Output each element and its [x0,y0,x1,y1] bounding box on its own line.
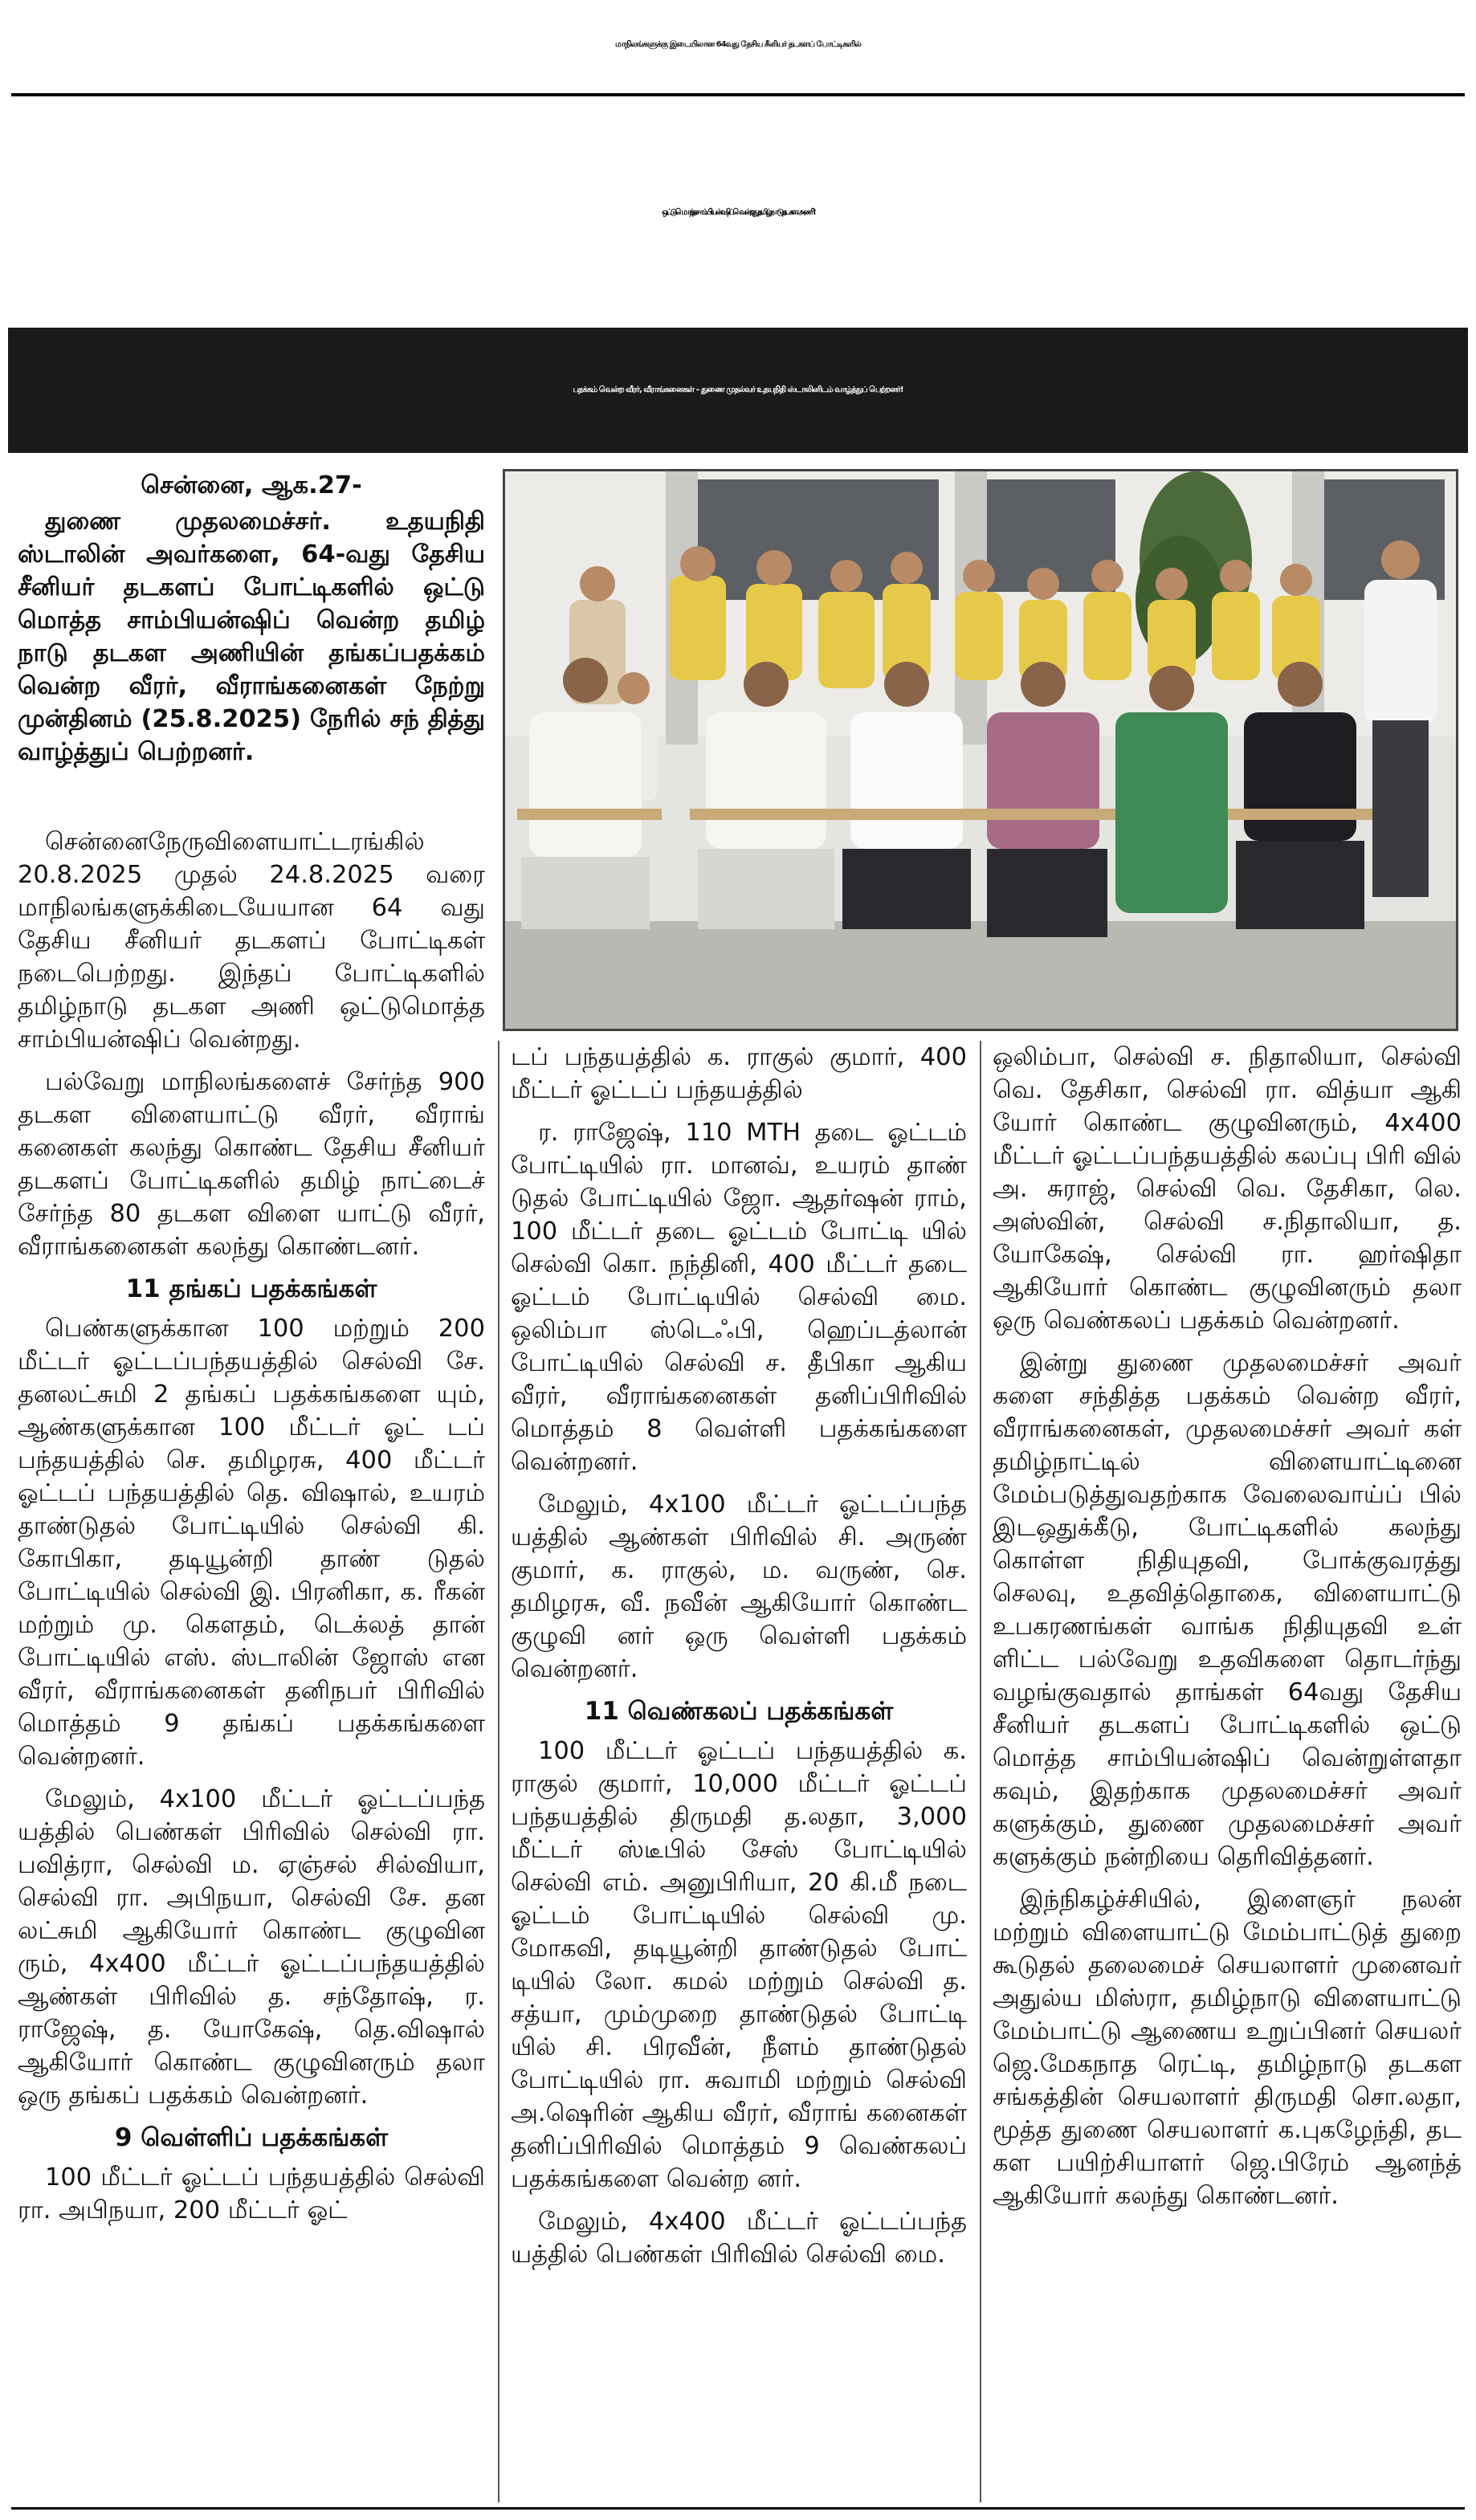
article-paragraph: 100 மீட்டர் ஓட்டப் பந்தயத்தில் க. ராகுல் குமார், 10,000 மீட்டர் ஓட்டப் பந்தயத்தில் திருமதி த.லதா, 3,000 மீட்டர் ஸ்டீபில் சேஸ் போட்டியில் செல்வி எம். அனுபிரியா, 20 கி.மீ நடை ஓட்டம் போட்டியில் செல்வி மு. மோகவி, தடியூன்றி தாண்டுதல் போட் டியில் லோ. கமல் மற்றும் செல்வி த. சத்யா, மும்முறை தாண்டுதல் போட்டி யில் சி. பிரவீன், நீளம் தாண்டுதல் போட்டியில் ரா. சுவாமி மற்றும் செல்வி அ.ஷெரின் ஆகிய வீரர், வீராங் கனைகள் தனிப்பிரிவில் மொத்தம் 9 வெண்கலப் பதக்கங்களை வென்ற னர். [511,1737,967,2193]
article-paragraph: ஒலிம்பா, செல்வி ச. நிதாலியா, செல்வி வெ. தேசிகா, செல்வி ரா. வித்யா ஆகி யோர் கொண்ட குழுவினரும், 4x400 மீட்டர் ஓட்டப்பந்தயத்தில் கலப்பு பிரி வில் அ. சுராஜ், செல்வி வெ. தேசிகா, லெ. அஸ்வின், செல்வி ச.நிதாலியா, த. யோகேஷ், செல்வி ரா. ஹர்ஷிதா ஆகியோர் கொண்ட குழுவினரும் தலா ஒரு வெண்கலப் பதக்கம் வென்றனர். [993,1043,1462,1335]
dateline: சென்னை, ஆக.27- [141,471,362,500]
main-headline: ஒட்டுமொத்த சாம்பியன்ஷிப் வென்றது தமிழ்நாடு தடகள அணி! [662,208,814,217]
article-paragraph: சென்னைநேருவிளையாட்டரங்கில் 20.8.2025 முதல் 24.8.2025 வரை மாநிலங்களுக்கிடையேயான 64 வது தேசிய சீனியர் தடகளப் போட்டிகள் நடைபெற்றது. இந்தப் போட்டிகளில் தமிழ்நாடு தடகள அணி ஒட்டுமொத்த சாம்பியன்ஷிப் வென்றது. [18,828,485,1054]
article-paragraph: ர. ராஜேஷ், 110 MTH தடை ஓட்டம் போட்டியில் ரா. மானவ், உயரம் தாண் டுதல் போட்டியில் ஜோ. ஆதர்ஷன் ராம், 100 மீட்டர் தடை ஓட்டம் போட்டி யில் செல்வி கொ. நந்தினி, 400 மீட்டர் தடை ஓட்டம் போட்டியில் செல்வி மை. ஒலிம்பா ஸ்டெஃபி, ஹெப்டத்லான் போட்டியில் செல்வி ச. தீபிகா ஆகிய வீரர், வீராங்கனைகள் தனிப்பிரிவில் மொத்தம் 8 வெள்ளி பதக்கங்களை வென்றனர். [511,1119,967,1476]
article-paragraph: இன்று துணை முதலமைச்சர் அவர் களை சந்தித்த பதக்கம் வென்ற வீரர், வீராங்கனைகள், முதலமைச்சர் அவர் கள் தமிழ்நாட்டில் விளையாட்டினை மேம்படுத்துவதற்காக வேலைவாய்ப் பில் இடஒதுக்கீடு, போட்டிகளில் கலந்து கொள்ள நிதியுதவி, போக்குவரத்து செலவு, உதவித்தொகை, விளையாட்டு உபகரணங்கள் வாங்க நிதியுதவி உள் ளிட்ட பல்வேறு உதவிகளை தொடர்ந்து வழங்குவதால் தாங்கள் 64வது தேசிய சீனியர் தடகளப் போட்டிகளில் ஒட்டு மொத்த சாம்பியன்ஷிப் வென்றுள்ளதா கவும், இதற்காக முதலமைச்சர் அவர் களுக்கும், துணை முதலமைச்சர் அவர் களுக்கும் நன்றியை தெரிவித்தனர். [993,1349,1462,1871]
article-column-1 [18,469,485,778]
lead-paragraph: துணை முதலமைச்சர். உதயநிதி ஸ்டாலின் அவர்களை, 64-வது தேசிய சீனியர் தடகளப் போட்டிகளில் ஒட்டு மொத்த சாம்பியன்ஷிப் வென்ற தமிழ் நாடு தடகள அணியின் தங்கப்பதக்கம் வென்ற வீரர், வீராங்கனைகள் நேற்று முன்தினம் (25.8.2025) நேரில் சந் தித்து வாழ்த்துப் பெற்றனர். [18,508,485,766]
article-paragraph: பல்வேறு மாநிலங்களைச் சேர்ந்த 900 தடகள விளையாட்டு வீரர், வீராங் கனைகள் கலந்து கொண்ட தேசிய சீனியர் தடகளப் போட்டிகளில் தமிழ் நாட்டைச் சேர்ந்த 80 தடகள விளை யாட்டு வீரர், வீராங்கனைகள் கலந்து கொண்டனர். [18,1068,485,1261]
subheading-gold: 11 தங்கப் பதக்கங்கள் [125,1274,377,1303]
article-paragraph: டப் பந்தயத்தில் க. ராகுல் குமார், 400 மீட்டர் ஓட்டப் பந்தயத்தில் [511,1043,967,1104]
article-paragraph: மேலும், 4x100 மீட்டர் ஓட்டப்பந்த யத்தில் பெண்கள் பிரிவில் செல்வி ரா. பவித்ரா, செல்வி ம. ஏஞ்சல் சில்வியா, செல்வி ரா. அபிநயா, செல்வி சே. தன லட்சுமி ஆகியோர் கொண்ட குழுவின ரும், 4x400 மீட்டர் ஓட்டப்பந்தயத்தில் ஆண்கள் பிரிவில் த. சந்தோஷ், ர. ராஜேஷ், த. யோகேஷ், தெ.விஷால் ஆகியோர் கொண்ட குழுவினரும் தலா ஒரு தங்கப் பதக்கம் வென்றனர். [18,1785,485,2110]
column-divider [498,1041,499,2502]
article-paragraph: 100 மீட்டர் ஓட்டப் பந்தயத்தில் செல்வி ரா. அபிநயா, 200 மீட்டர் ஓட் [18,2163,485,2224]
subheading-bronze: 11 வெண்கலப் பதக்கங்கள் [584,1697,894,1726]
divider [11,93,1465,96]
subheading-silver: 9 வெள்ளிப் பதக்கங்கள் [114,2123,389,2152]
divider [11,2507,1465,2510]
article-paragraph: மேலும், 4x400 மீட்டர் ஓட்டப்பந்த யத்தில் பெண்கள் பிரிவில் செல்வி மை. [511,2208,967,2269]
article-column-1-continued [18,826,485,2237]
column-divider [980,1041,981,2502]
article-paragraph: மேலும், 4x100 மீட்டர் ஓட்டப்பந்த யத்தில் ஆண்கள் பிரிவில் சி. அருண் குமார், க. ராகுல், ம. வருண், செ. தமிழரசு, வீ. நவீன் ஆகியோர் கொண்ட குழுவி னர் ஒரு வெள்ளி பதக்கம் வென்றனர். [511,1490,967,1683]
kicker-headline: மாநிலங்களுக்கு இடையிலான 64வது தேசிய சீனியர் தடகளப் போட்டிகளில் [615,40,861,49]
article-column-3 [993,1041,1462,2222]
group-photo [503,469,1458,1031]
article-paragraph: பெண்களுக்கான 100 மற்றும் 200 மீட்டர் ஓட்டப்பந்தயத்தில் செல்வி சே. தனலட்சுமி 2 தங்கப் பதக்கங்களை யும், ஆண்களுக்கான 100 மீட்டர் ஓட் டப் பந்தயத்தில் செ. தமிழரசு, 400 மீட்டர் ஓட்டப் பந்தயத்தில் தெ. விஷால், உயரம் தாண்டுதல் போட்டியில் செல்வி கி. கோபிகா, தடியூன்றி தாண் டுதல் போட்டியில் செல்வி இ. பிரனிகா, க. ரீகன் மற்றும் மு. கௌதம், டெக்லத் தான் போட்டியில் எஸ். ஸ்டாலின் ஜோஸ் என வீரர், வீராங்கனைகள் தனிநபர் பிரிவில் மொத்தம் 9 தங்கப் பதக்கங்களை வென்றனர். [18,1315,485,1771]
sub-headline-bar: பதக்கம் வென்ற வீரர், வீராங்கனைகள் – துணை முதல்வர் உதயநிதி ஸ்டாலினிடம் வாழ்த்துப் பெற்றனர்! [8,328,1468,453]
article-paragraph: இந்நிகழ்ச்சியில், இளைஞர் நலன் மற்றும் விளையாட்டு மேம்பாட்டுத் துறை கூடுதல் தலைமைச் செயலாளர் முனைவர் அதுல்ய மிஸ்ரா, தமிழ்நாடு விளையாட்டு மேம்பாட்டு ஆணைய உறுப்பினர் செயலர் ஜெ.மேகநாத ரெட்டி, தமிழ்நாடு தடகள சங்கத்தின் செயலாளர் திருமதி சொ.லதா, மூத்த துணை செயலாளர் க.புகழேந்தி, தட கள பயிற்சியாளர் ஜெ.பிரேம் ஆனந்த் ஆகியோர் கலந்து கொண்டனர். [993,1886,1462,2210]
article-column-2 [511,1041,967,2281]
